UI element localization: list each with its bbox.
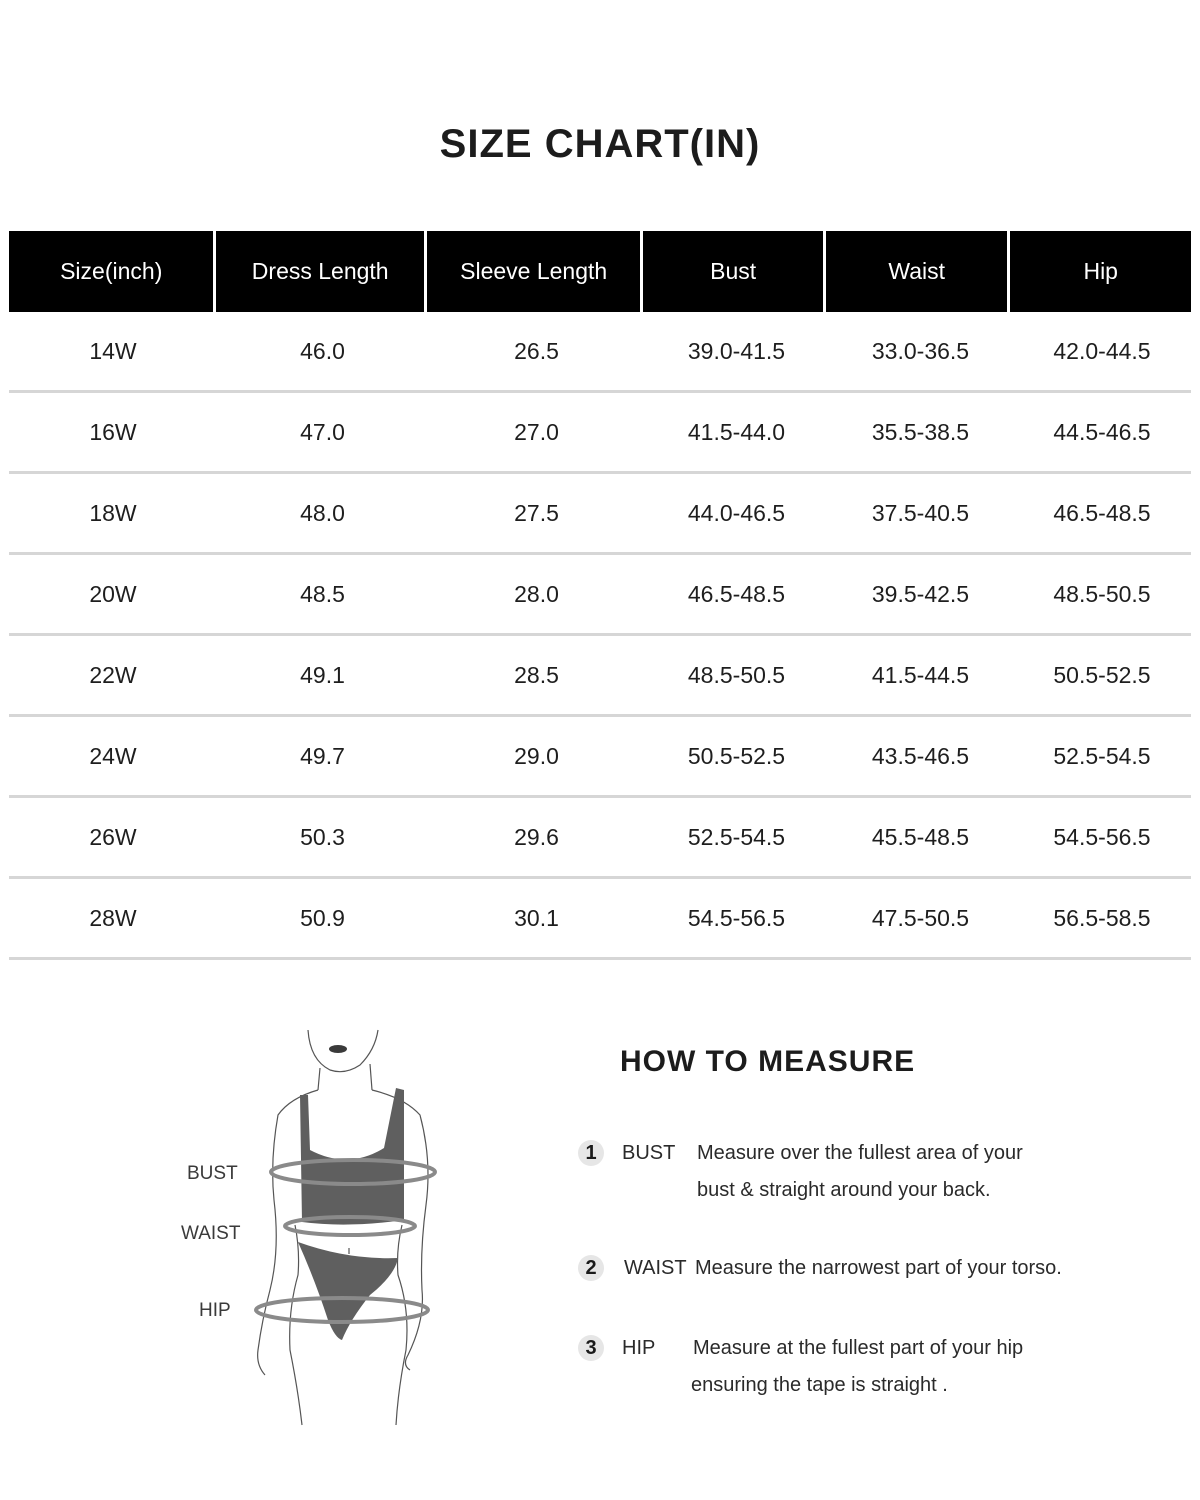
table-cell: 44.5-46.5 — [1053, 418, 1151, 445]
header-waist: Waist — [826, 231, 1008, 312]
table-cell: 50.5-52.5 — [1053, 661, 1151, 688]
table-cell: 22W — [89, 661, 137, 688]
table-cell: 28.5 — [514, 661, 559, 688]
table-cell: 50.5-52.5 — [687, 742, 786, 769]
table-cell: 27.5 — [514, 499, 559, 526]
table-cell: 24W — [89, 742, 137, 769]
table-cell: 45.5-48.5 — [871, 823, 970, 850]
step-label: BUST — [622, 1142, 676, 1164]
table-cell: 46.0 — [300, 337, 345, 364]
page-title: SIZE CHART(IN) — [439, 122, 761, 166]
header-hip: Hip — [1010, 231, 1191, 312]
table-cell: 29.0 — [514, 742, 559, 769]
table-row — [9, 798, 1191, 879]
table-cell: 26W — [89, 823, 137, 850]
step-number-badge: 3 — [578, 1335, 604, 1361]
figure-label-hip: HIP — [199, 1300, 231, 1321]
table-cell: 33.0-36.5 — [871, 337, 970, 364]
table-row — [9, 474, 1191, 555]
step-text-line2: ensuring the tape is straight . — [691, 1374, 948, 1396]
table-cell: 48.0 — [300, 499, 345, 526]
table-cell: 48.5-50.5 — [1053, 580, 1151, 607]
body-figure — [170, 1020, 460, 1440]
header-sleeve-length: Sleeve Length — [427, 231, 640, 312]
table-cell: 35.5-38.5 — [871, 418, 970, 445]
table-body — [9, 312, 1191, 960]
table-cell: 47.5-50.5 — [871, 904, 970, 931]
table-cell: 44.0-46.5 — [687, 499, 786, 526]
table-cell: 37.5-40.5 — [871, 499, 970, 526]
table-cell: 50.3 — [300, 823, 345, 850]
table-cell: 28W — [89, 904, 137, 931]
table-cell: 39.5-42.5 — [871, 580, 970, 607]
table-cell: 42.0-44.5 — [1053, 337, 1151, 364]
table-cell: 41.5-44.5 — [871, 661, 970, 688]
header-size: Size(inch) — [9, 231, 213, 312]
table-row — [9, 312, 1191, 393]
table-cell: 50.9 — [300, 904, 345, 931]
header-dress-length: Dress Length — [216, 231, 423, 312]
table-cell: 49.1 — [300, 661, 345, 688]
table-cell: 26.5 — [514, 337, 559, 364]
table-cell: 54.5-56.5 — [1053, 823, 1151, 850]
table-cell: 29.6 — [514, 823, 559, 850]
table-row — [9, 879, 1191, 960]
table-cell: 52.5-54.5 — [1053, 742, 1151, 769]
table-cell: 56.5-58.5 — [1053, 904, 1151, 931]
table-cell: 48.5-50.5 — [687, 661, 786, 688]
table-cell: 48.5 — [300, 580, 345, 607]
table-row — [9, 636, 1191, 717]
table-row — [9, 555, 1191, 636]
step-text-line1: Measure at the fullest part of your hip — [693, 1337, 1024, 1359]
table-row — [9, 393, 1191, 474]
table-cell: 39.0-41.5 — [687, 337, 786, 364]
header-bust: Bust — [643, 231, 823, 312]
table-row — [9, 717, 1191, 798]
table-cell: 14W — [89, 337, 137, 364]
step-text-line1: Measure the narrowest part of your torso. — [695, 1257, 1062, 1279]
table-cell: 18W — [89, 499, 137, 526]
step-number-badge: 2 — [578, 1255, 604, 1281]
step-text-line1: Measure over the fullest area of your — [697, 1142, 1023, 1164]
table-cell: 43.5-46.5 — [871, 742, 970, 769]
table-cell: 41.5-44.0 — [687, 418, 786, 445]
step-number-badge: 1 — [578, 1140, 604, 1166]
figure-label-waist: WAIST — [181, 1223, 241, 1244]
table-cell: 46.5-48.5 — [687, 580, 786, 607]
size-table — [9, 231, 1191, 960]
table-cell: 47.0 — [300, 418, 345, 445]
step-label: HIP — [622, 1337, 656, 1359]
step-label: WAIST — [624, 1257, 687, 1279]
table-cell: 27.0 — [514, 418, 559, 445]
how-to-measure-title: HOW TO MEASURE — [620, 1045, 916, 1078]
table-cell: 28.0 — [514, 580, 559, 607]
table-cell: 49.7 — [300, 742, 345, 769]
table-cell: 54.5-56.5 — [687, 904, 786, 931]
table-cell: 30.1 — [514, 904, 559, 931]
table-cell: 46.5-48.5 — [1053, 499, 1151, 526]
table-cell: 16W — [89, 418, 137, 445]
table-cell: 52.5-54.5 — [687, 823, 786, 850]
step-text-line2: bust & straight around your back. — [697, 1179, 991, 1201]
table-cell: 20W — [89, 580, 137, 607]
figure-label-bust: BUST — [187, 1163, 238, 1184]
table-header — [9, 231, 1191, 312]
